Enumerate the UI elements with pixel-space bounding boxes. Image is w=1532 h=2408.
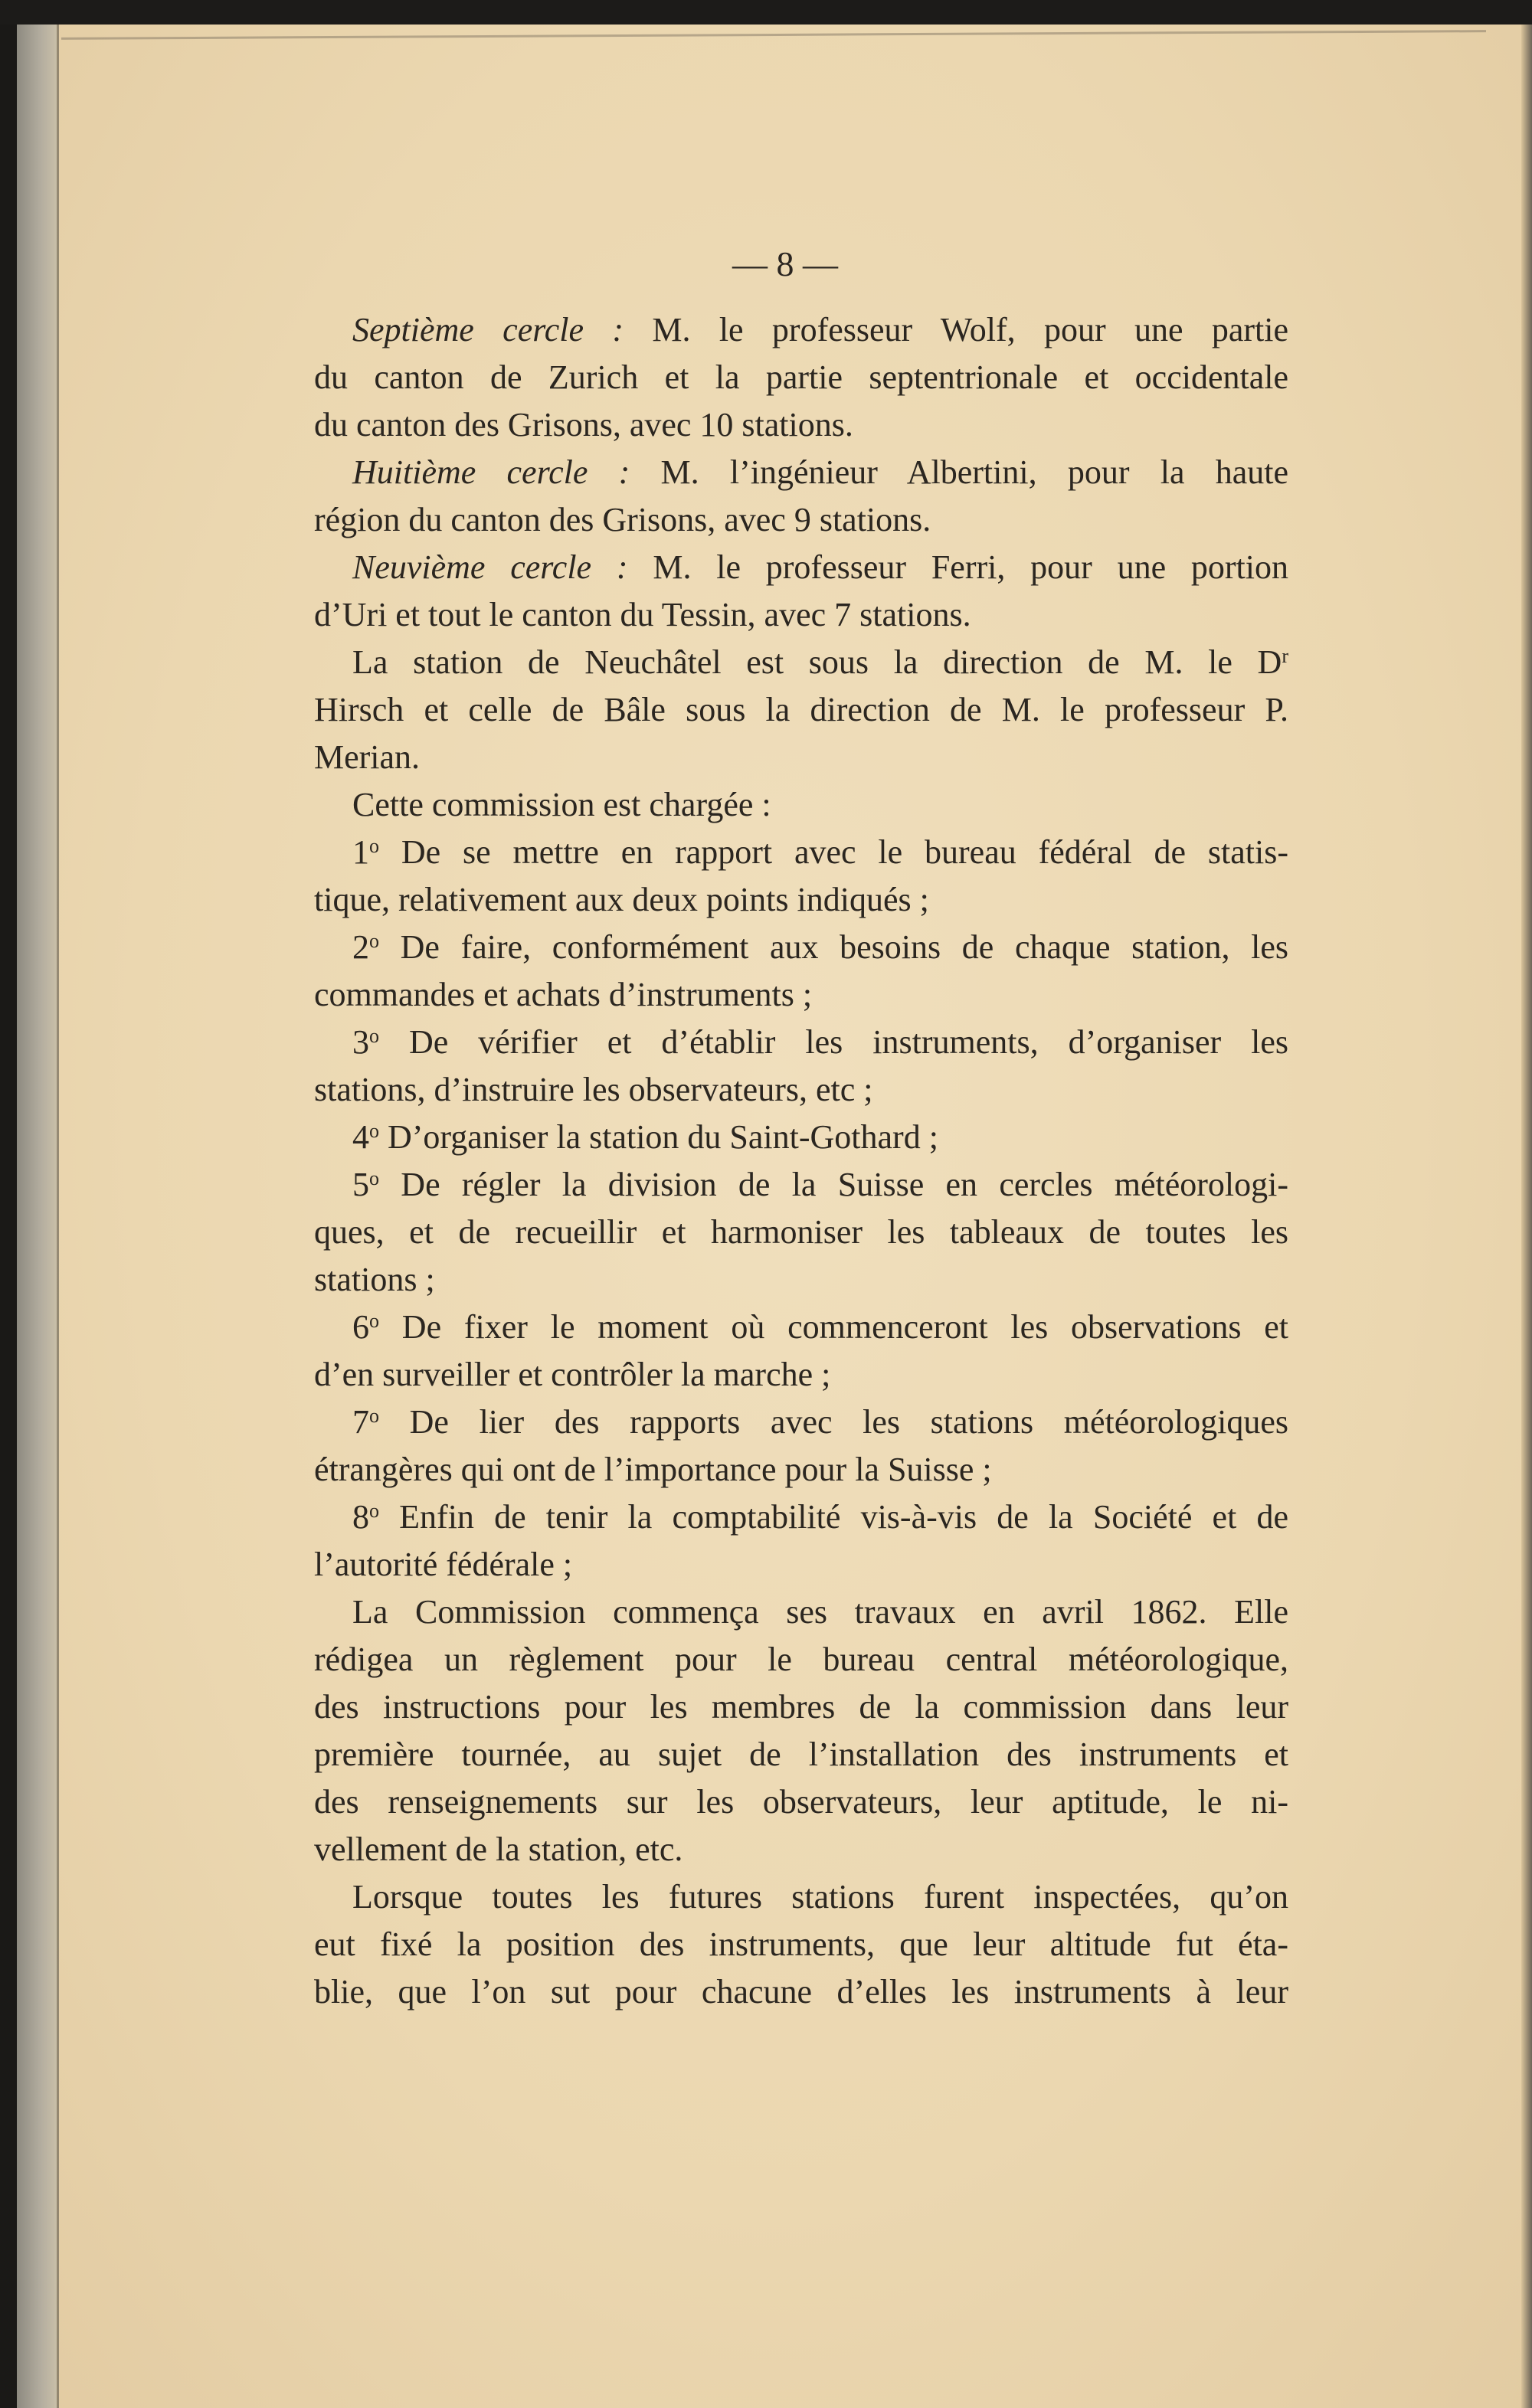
italic-lead: Huitième cercle : [352, 453, 630, 491]
paragraph [314, 1873, 1288, 2016]
text-line [314, 1494, 1288, 1541]
superscript: o [369, 930, 379, 952]
text-segment: d’Uri et tout le canton du Tessin, avec 7 stations. [314, 596, 971, 633]
text-segment: des renseignements sur les observateurs, leur aptitude, le ni- [314, 1783, 1288, 1821]
text-segment: du canton de Zurich et la partie septentrionale et occidentale [314, 358, 1288, 396]
text-segment: De se mettre en rapport avec le bureau fédéral de statis- [379, 833, 1288, 871]
text-line [314, 354, 1288, 401]
text-segment: M. le professeur Ferri, pour une portion [627, 548, 1288, 586]
text-line [314, 306, 1288, 354]
text-segment: du canton des Grisons, avec 10 stations. [314, 406, 853, 443]
paragraph [314, 829, 1288, 924]
paragraph [314, 924, 1288, 1019]
page-number: — 8 — [732, 244, 838, 283]
text-line [314, 1683, 1288, 1731]
text-line [314, 449, 1288, 496]
text-line [314, 686, 1288, 734]
text-segment: stations, d’instruire les observateurs, etc ; [314, 1071, 873, 1108]
text-line [314, 971, 1288, 1019]
text-line [314, 1778, 1288, 1826]
paragraph [314, 781, 1288, 829]
paragraph [314, 1399, 1288, 1494]
italic-lead: Septième cercle : [352, 311, 624, 348]
text-line [314, 1351, 1288, 1399]
text-line [314, 1114, 1288, 1161]
superscript: r [1282, 645, 1288, 667]
text-line [314, 591, 1288, 639]
text-segment: 4 [352, 1118, 369, 1156]
text-segment: D’organiser la station du Saint-Gothard ; [379, 1118, 938, 1156]
text-segment: eut fixé la position des instruments, que leur altitude fut éta- [314, 1925, 1288, 1963]
text-segment: De fixer le moment où commenceront les observations et [379, 1308, 1288, 1346]
text-line [314, 1209, 1288, 1256]
text-segment: 5 [352, 1166, 369, 1203]
body-text [314, 306, 1288, 2016]
text-line [314, 1968, 1288, 2016]
paragraph [314, 639, 1288, 781]
text-line [314, 1826, 1288, 1873]
text-line [314, 1066, 1288, 1114]
text-segment: tique, relativement aux deux points indiqués ; [314, 881, 929, 918]
paragraph [314, 544, 1288, 639]
paragraph [314, 449, 1288, 544]
text-segment: Enfin de tenir la comptabilité vis-à-vis de la Société et de [379, 1498, 1288, 1536]
paragraph [314, 1588, 1288, 1873]
text-segment: Lorsque toutes les futures stations furent inspectées, qu’on [352, 1878, 1288, 1916]
text-segment: d’en surveiller et contrôler la marche ; [314, 1356, 831, 1393]
text-line [314, 734, 1288, 781]
text-segment: 8 [352, 1498, 369, 1536]
text-segment: ques, et de recueillir et harmoniser les tableaux de toutes les [314, 1213, 1288, 1251]
text-line [314, 876, 1288, 924]
text-segment: Merian. [314, 738, 421, 776]
text-segment: rédigea un règlement pour le bureau central météorologique, [314, 1641, 1288, 1678]
text-segment: des instructions pour les membres de la commission dans leur [314, 1688, 1288, 1726]
text-segment: stations ; [314, 1261, 435, 1298]
text-segment: De régler la division de la Suisse en cercles météorologi- [379, 1166, 1288, 1203]
text-segment: région du canton des Grisons, avec 9 stations. [314, 501, 931, 538]
text-segment: Hirsch et celle de Bâle sous la direction de M. le professeur P. [314, 691, 1288, 728]
text-line [314, 544, 1288, 591]
text-segment: commandes et achats d’instruments ; [314, 976, 813, 1013]
text-segment: 1 [352, 833, 369, 871]
text-segment: De lier des rapports avec les stations météorologiques [379, 1403, 1288, 1441]
text-line [314, 1304, 1288, 1351]
text-line [314, 1541, 1288, 1588]
superscript: o [369, 1405, 379, 1427]
paragraph [314, 1019, 1288, 1114]
text-line [314, 1161, 1288, 1209]
paragraph [314, 1114, 1288, 1161]
scanner-background [0, 0, 1532, 25]
text-segment: l’autorité fédérale ; [314, 1546, 573, 1583]
text-segment: 7 [352, 1403, 369, 1441]
text-segment: étrangères qui ont de l’importance pour la Suisse ; [314, 1451, 992, 1488]
text-line [314, 1399, 1288, 1446]
text-segment: 6 [352, 1308, 369, 1346]
text-segment: M. le professeur Wolf, pour une partie [624, 311, 1288, 348]
superscript: o [369, 835, 379, 857]
text-line [314, 781, 1288, 829]
text-line [314, 1588, 1288, 1636]
text-line [314, 639, 1288, 686]
text-line [314, 1636, 1288, 1683]
superscript: o [369, 1120, 379, 1142]
paragraph [314, 1494, 1288, 1588]
italic-lead: Neuvième cercle : [352, 548, 628, 586]
gutter-edge [57, 23, 59, 2408]
text-segment: La station de Neuchâtel est sous la direction de M. le D [352, 643, 1282, 681]
superscript: o [369, 1310, 379, 1332]
paragraph [314, 306, 1288, 449]
text-line [314, 1921, 1288, 1968]
text-segment: 3 [352, 1023, 369, 1061]
superscript: o [369, 1025, 379, 1047]
text-line [314, 1873, 1288, 1921]
text-segment: blie, que l’on sut pour chacune d’elles les instruments à leur [314, 1973, 1288, 2010]
binding-gutter [17, 23, 57, 2408]
page-right-edge [1521, 23, 1532, 2408]
text-line [314, 829, 1288, 876]
text-segment: M. l’ingénieur Albertini, pour la haute [630, 453, 1288, 491]
text-segment: De faire, conformément aux besoins de chaque station, les [379, 928, 1288, 966]
text-line [314, 496, 1288, 544]
text-line [314, 1731, 1288, 1778]
text-segment: De vérifier et d’établir les instruments, d’organiser les [379, 1023, 1288, 1061]
text-line [314, 1019, 1288, 1066]
text-segment: La Commission commença ses travaux en avril 1862. Elle [352, 1593, 1288, 1631]
superscript: o [369, 1500, 379, 1522]
text-segment: 2 [352, 928, 369, 966]
text-line [314, 1256, 1288, 1304]
paragraph [314, 1161, 1288, 1304]
paragraph [314, 1304, 1288, 1399]
text-line [314, 401, 1288, 449]
text-segment: première tournée, au sujet de l’installation des instruments et [314, 1736, 1288, 1773]
text-segment: vellement de la station, etc. [314, 1831, 683, 1868]
text-segment: Cette commission est chargée : [352, 786, 771, 823]
text-line [314, 1446, 1288, 1494]
text-line [314, 924, 1288, 971]
superscript: o [369, 1167, 379, 1189]
